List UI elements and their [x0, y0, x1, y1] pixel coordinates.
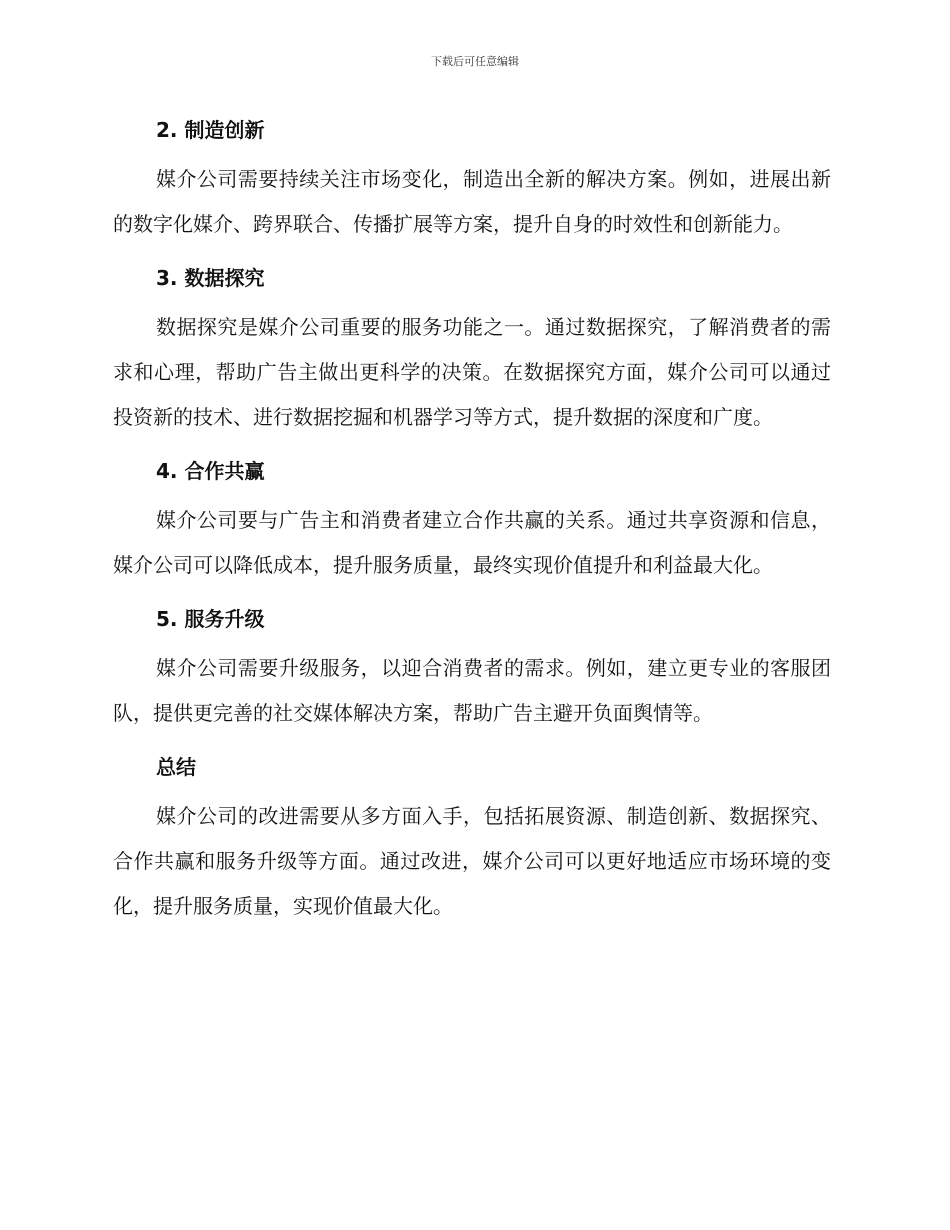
- page-header: 下载后可任意编辑: [431, 55, 519, 68]
- section-heading: 2. 制造创新: [156, 118, 265, 142]
- section-heading: 总结: [156, 755, 196, 779]
- section-paragraph: 媒介公司需要持续关注市场变化，制造出全新的解决方案。例如，进展出新的数字化媒介、跨界联合、传播扩展等方案，提升自身的时效性和创新能力。: [113, 167, 831, 236]
- section-heading: 3. 数据探究: [156, 266, 265, 290]
- section-data-research: [113, 256, 831, 440]
- document-body: [113, 108, 831, 938]
- section-win-win-cooperation: [113, 449, 831, 588]
- section-heading: 5. 服务升级: [156, 607, 265, 631]
- section-paragraph: 媒介公司要与广告主和消费者建立合作共赢的关系。通过共享资源和信息，媒介公司可以降低成本，提升服务质量，最终实现价值提升和利益最大化。: [113, 508, 831, 577]
- section-paragraph: 媒介公司的改进需要从多方面入手，包括拓展资源、制造创新、数据探究、合作共赢和服务升级等方面。通过改进，媒介公司可以更好地适应市场环境的变化，提升服务质量，实现价值最大化。: [113, 804, 831, 918]
- section-summary: [113, 745, 831, 929]
- section-heading: 4. 合作共赢: [156, 459, 265, 483]
- section-paragraph: 数据探究是媒介公司重要的服务功能之一。通过数据探究，了解消费者的需求和心理，帮助广告主做出更科学的决策。在数据探究方面，媒介公司可以通过投资新的技术、进行数据挖掘和机器学习等方式，提升数据的深度和广度。: [113, 315, 831, 429]
- section-service-upgrade: [113, 597, 831, 736]
- section-manufacturing-innovation: [113, 108, 831, 247]
- section-paragraph: 媒介公司需要升级服务，以迎合消费者的需求。例如，建立更专业的客服团队，提供更完善的社交媒体解决方案，帮助广告主避开负面舆情等。: [113, 656, 831, 725]
